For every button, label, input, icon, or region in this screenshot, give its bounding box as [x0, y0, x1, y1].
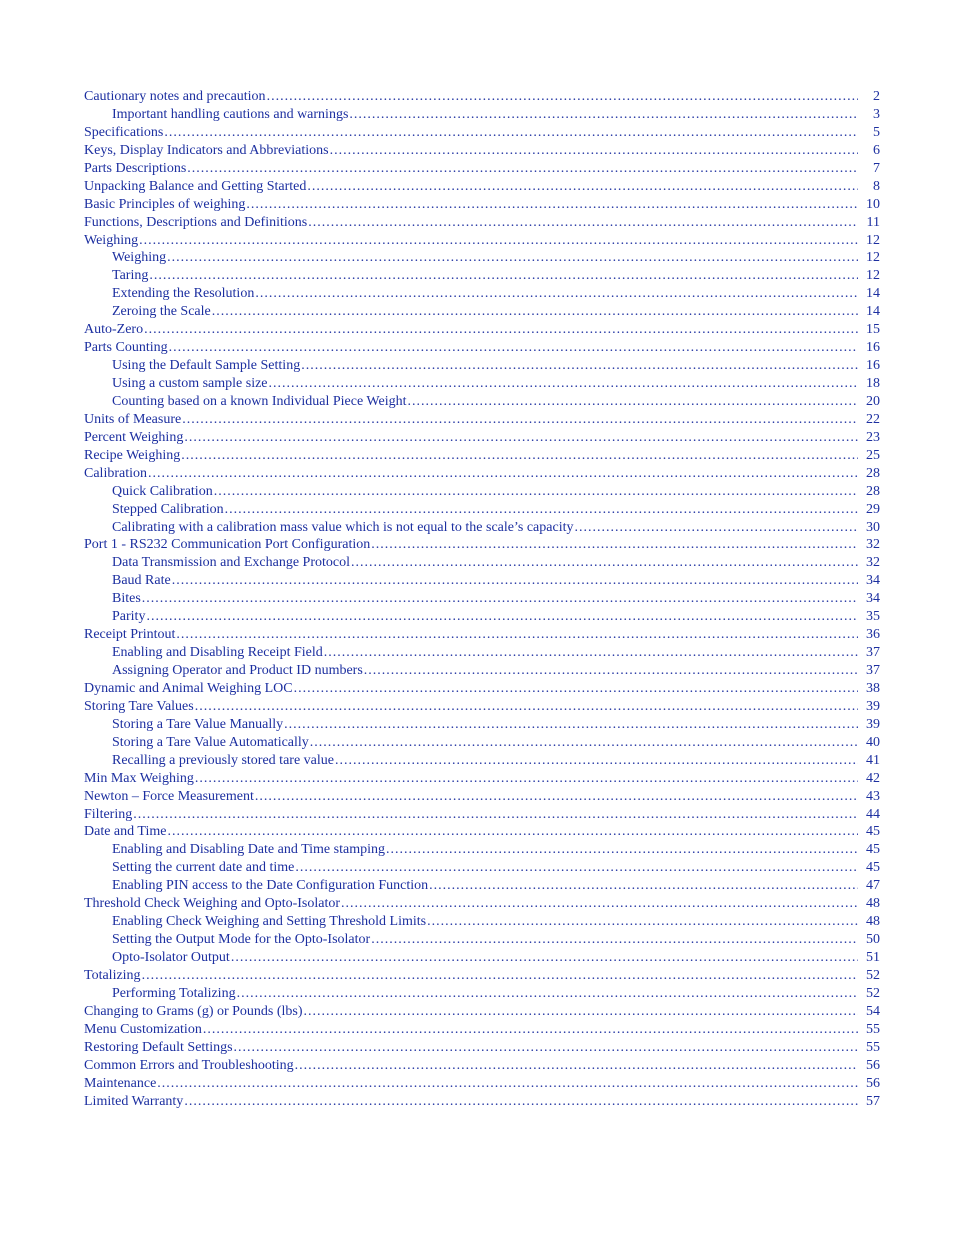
toc-entry-title[interactable]: Bites	[112, 591, 141, 607]
toc-entry[interactable]	[84, 536, 880, 554]
toc-entry[interactable]	[84, 572, 880, 590]
toc-entry[interactable]	[84, 644, 880, 662]
toc-entry[interactable]	[84, 465, 880, 483]
toc-dot-leader	[157, 1075, 858, 1093]
toc-entry-title[interactable]: Setting the current date and time	[112, 860, 295, 876]
toc-entry-title[interactable]: Enabling and Disabling Receipt Field	[112, 645, 323, 661]
toc-entry-title[interactable]: Common Errors and Troubleshooting	[84, 1057, 294, 1073]
toc-entry-page-number[interactable]: 51	[866, 950, 880, 965]
toc-entry-title[interactable]: Calibration	[84, 465, 147, 481]
toc-dot-leader	[335, 752, 858, 770]
toc-entry-title[interactable]: Specifications	[84, 124, 164, 140]
toc-entry-title[interactable]: Port 1 - RS232 Communication Port Configuration	[84, 537, 371, 553]
toc-entry-page-number[interactable]: 34	[866, 573, 880, 589]
toc-entry-page-number[interactable]: 23	[866, 429, 880, 445]
toc-dot-leader	[133, 806, 858, 824]
toc-entry-title[interactable]: Weighing	[84, 232, 139, 248]
toc-entry-page-number[interactable]: 48	[866, 896, 880, 912]
toc-dot-leader	[212, 303, 858, 321]
toc-entry[interactable]	[84, 519, 880, 537]
toc-entry[interactable]	[84, 267, 880, 285]
toc-entry[interactable]	[84, 1003, 880, 1021]
toc-entry-page-number[interactable]: 14	[866, 286, 880, 302]
toc-entry-page-number[interactable]: 25	[866, 447, 880, 463]
toc-entry[interactable]	[84, 196, 880, 214]
toc-dot-leader	[225, 501, 858, 519]
toc-entry-page-number[interactable]: 37	[866, 645, 880, 661]
toc-entry-page-number[interactable]: 28	[866, 483, 880, 499]
toc-entry-title[interactable]: Restoring Default Settings	[84, 1039, 233, 1055]
toc-dot-leader	[301, 357, 858, 375]
toc-entry[interactable]	[84, 734, 880, 752]
toc-dot-leader	[371, 931, 858, 949]
toc-entry-page-number[interactable]: 18	[866, 376, 880, 391]
toc-entry-page-number[interactable]: 16	[866, 358, 880, 374]
toc-entry-title[interactable]: Using the Default Sample Setting	[112, 358, 301, 374]
toc-entry[interactable]	[84, 788, 880, 806]
toc-dot-leader	[574, 519, 858, 537]
toc-dot-leader	[330, 142, 858, 160]
toc-entry-title[interactable]: Keys, Display Indicators and Abbreviations	[84, 142, 329, 158]
toc-entry-title[interactable]: Dynamic and Animal Weighing LOC	[84, 680, 293, 696]
toc-dot-leader	[148, 465, 858, 483]
toc-dot-leader	[371, 536, 858, 554]
toc-dot-leader	[308, 214, 858, 232]
toc-dot-leader	[284, 716, 858, 734]
toc-entry-title[interactable]: Recalling a previously stored tare value	[112, 752, 334, 768]
toc-entry-title[interactable]: Setting the Output Mode for the Opto-Isolator	[112, 932, 371, 948]
toc-entry-page-number[interactable]: 11	[866, 214, 880, 230]
toc-dot-leader	[341, 895, 858, 913]
toc-entry[interactable]	[84, 249, 880, 267]
toc-entry-page-number[interactable]: 6	[873, 142, 880, 158]
toc-dot-leader	[195, 770, 858, 788]
toc-entry-page-number[interactable]: 36	[866, 627, 880, 643]
toc-entry[interactable]	[84, 859, 880, 877]
toc-dot-leader	[142, 590, 858, 608]
toc-entry-title[interactable]: Parts Descriptions	[84, 160, 187, 176]
toc-entry-title[interactable]: Enabling Check Weighing and Setting Threshold Limits	[112, 914, 427, 930]
toc-entry-title[interactable]: Min Max Weighing	[84, 770, 194, 786]
toc-entry-title[interactable]: Calibrating with a calibration mass value which is not equal to the scale’s capacity	[112, 519, 574, 535]
toc-dot-leader	[167, 249, 858, 267]
toc-entry-page-number[interactable]: 41	[866, 752, 880, 768]
toc-entry-page-number[interactable]: 54	[866, 1003, 880, 1019]
toc-entry-title[interactable]: Using a custom sample size	[112, 376, 268, 391]
toc-entry-page-number[interactable]: 42	[866, 770, 880, 786]
toc-entry-page-number[interactable]: 16	[866, 340, 880, 356]
toc-entry-page-number[interactable]: 44	[866, 806, 880, 822]
toc-dot-leader	[351, 554, 858, 572]
toc-entry-title[interactable]: Recipe Weighing	[84, 447, 181, 463]
toc-dot-leader	[139, 232, 858, 250]
toc-entry-title[interactable]: Maintenance	[84, 1075, 157, 1091]
toc-entry-page-number[interactable]: 34	[866, 591, 880, 607]
toc-entry-title[interactable]: Enabling and Disabling Date and Time stamping	[112, 842, 385, 858]
toc-dot-leader	[304, 1003, 858, 1021]
toc-entry[interactable]	[84, 806, 880, 824]
toc-entry-page-number[interactable]: 35	[866, 609, 880, 625]
toc-entry-page-number[interactable]: 12	[866, 250, 880, 266]
toc-dot-leader	[234, 1039, 858, 1057]
toc-entry-title[interactable]: Baud Rate	[112, 573, 171, 589]
toc-entry[interactable]	[84, 124, 880, 142]
toc-entry[interactable]	[84, 823, 880, 841]
toc-entry-title[interactable]: Opto-Isolator Output	[112, 950, 230, 965]
toc-entry-title[interactable]: Date and Time	[84, 824, 167, 840]
toc-entry-page-number[interactable]: 56	[866, 1075, 880, 1091]
toc-entry-title[interactable]: Extending the Resolution	[112, 286, 255, 302]
toc-dot-leader	[181, 447, 858, 465]
toc-dot-leader	[267, 88, 858, 106]
toc-entry-page-number[interactable]: 39	[866, 716, 880, 732]
toc-entry[interactable]	[84, 841, 880, 859]
toc-entry[interactable]	[84, 1057, 880, 1075]
toc-entry[interactable]	[84, 178, 880, 196]
toc-dot-leader	[142, 967, 858, 985]
toc-entry-title[interactable]: Unpacking Balance and Getting Started	[84, 178, 307, 194]
toc-entry-page-number[interactable]: 47	[866, 878, 880, 894]
toc-entry-title[interactable]: Storing a Tare Value Automatically	[112, 734, 309, 750]
toc-dot-leader	[167, 823, 858, 841]
toc-entry-title[interactable]: Taring	[112, 268, 149, 284]
toc-entry[interactable]	[84, 160, 880, 178]
toc-entry-page-number[interactable]: 43	[866, 788, 880, 804]
toc-entry-page-number[interactable]: 48	[866, 914, 880, 930]
toc-entry[interactable]	[84, 877, 880, 895]
toc-dot-leader	[408, 393, 858, 411]
toc-entry[interactable]	[84, 303, 880, 321]
toc-entry[interactable]	[84, 590, 880, 608]
toc-dot-leader	[255, 285, 858, 303]
toc-entry[interactable]	[84, 752, 880, 770]
toc-entry-title[interactable]: Filtering	[84, 806, 133, 822]
toc-entry[interactable]	[84, 608, 880, 626]
toc-entry-page-number[interactable]: 20	[866, 393, 880, 409]
toc-dot-leader	[269, 375, 858, 393]
toc-entry[interactable]	[84, 1039, 880, 1057]
toc-dot-leader	[307, 178, 858, 196]
toc-dot-leader	[195, 698, 858, 716]
toc-entry-page-number[interactable]: 56	[866, 1057, 880, 1073]
toc-entry-page-number[interactable]: 32	[866, 555, 880, 571]
toc-entry[interactable]	[84, 554, 880, 572]
toc-entry[interactable]	[84, 501, 880, 519]
toc-entry-title[interactable]: Storing a Tare Value Manually	[112, 716, 284, 732]
toc-entry[interactable]	[84, 106, 880, 124]
toc-dot-leader	[187, 160, 858, 178]
toc-entry[interactable]	[84, 913, 880, 931]
toc-entry-page-number[interactable]: 38	[866, 680, 880, 696]
toc-entry[interactable]	[84, 483, 880, 501]
toc-entry[interactable]	[84, 770, 880, 788]
toc-entry-page-number[interactable]: 50	[866, 932, 880, 948]
toc-entry[interactable]	[84, 931, 880, 949]
toc-entry-title[interactable]: Limited Warranty	[84, 1093, 184, 1109]
toc-entry-page-number[interactable]: 2	[873, 89, 880, 104]
toc-entry-page-number[interactable]: 37	[866, 663, 880, 678]
toc-entry[interactable]	[84, 321, 880, 339]
toc-entry-page-number[interactable]: 30	[866, 519, 880, 535]
toc-entry-title[interactable]: Newton – Force Measurement	[84, 788, 254, 804]
toc-dot-leader	[294, 680, 858, 698]
toc-entry-title[interactable]: Threshold Check Weighing and Opto-Isolator	[84, 896, 341, 912]
toc-entry[interactable]	[84, 88, 880, 106]
toc-entry-title[interactable]: Menu Customization	[84, 1021, 202, 1037]
toc-entry-title[interactable]: Enabling PIN access to the Date Configuration Function	[112, 878, 429, 894]
toc-dot-leader	[429, 877, 858, 895]
toc-entry-title[interactable]: Counting based on a known Individual Piece Weight	[112, 393, 407, 409]
toc-entry-page-number[interactable]: 12	[866, 232, 880, 248]
toc-entry-title[interactable]: Weighing	[112, 250, 167, 266]
toc-entry[interactable]	[84, 339, 880, 357]
toc-entry-page-number[interactable]: 5	[873, 124, 880, 140]
toc-entry[interactable]	[84, 411, 880, 429]
toc-entry[interactable]	[84, 949, 880, 967]
toc-entry-page-number[interactable]: 45	[866, 860, 880, 876]
toc-entry[interactable]	[84, 1021, 880, 1039]
toc-entry-title[interactable]: Totalizing	[84, 967, 141, 983]
toc-entry-title[interactable]: Important handling cautions and warnings	[112, 106, 349, 122]
toc-dot-leader	[182, 411, 858, 429]
toc-entry[interactable]	[84, 967, 880, 985]
toc-entry[interactable]	[84, 285, 880, 303]
toc-entry-title[interactable]: Auto-Zero	[84, 322, 144, 338]
toc-dot-leader	[184, 1093, 858, 1111]
toc-dot-leader	[146, 608, 858, 626]
toc-dot-leader	[214, 483, 858, 501]
toc-entry[interactable]	[84, 662, 880, 680]
toc-dot-leader	[364, 662, 858, 680]
toc-entry-page-number[interactable]: 14	[866, 304, 880, 320]
toc-dot-leader	[172, 572, 858, 590]
toc-dot-leader	[176, 626, 858, 644]
toc-entry-page-number[interactable]: 40	[866, 734, 880, 750]
toc-entry-page-number[interactable]: 39	[866, 698, 880, 714]
toc-dot-leader	[427, 913, 858, 931]
toc-dot-leader	[324, 644, 858, 662]
toc-entry-title[interactable]: Stepped Calibration	[112, 501, 224, 517]
toc-entry-page-number[interactable]: 32	[866, 537, 880, 553]
toc-entry-page-number[interactable]: 55	[866, 1039, 880, 1055]
toc-dot-leader	[310, 734, 858, 752]
toc-dot-leader	[246, 196, 858, 214]
toc-dot-leader	[349, 106, 858, 124]
toc-entry-page-number[interactable]: 22	[866, 411, 880, 427]
toc-entry-page-number[interactable]: 57	[866, 1093, 880, 1109]
toc-entry[interactable]	[84, 895, 880, 913]
toc-entry-page-number[interactable]: 12	[866, 268, 880, 284]
toc-dot-leader	[386, 841, 858, 859]
toc-entry-title[interactable]: Receipt Printout	[84, 627, 176, 643]
table-of-contents	[84, 88, 880, 1110]
toc-entry-title[interactable]: Cautionary notes and precaution	[84, 89, 266, 104]
toc-entry-title[interactable]: Units of Measure	[84, 411, 182, 427]
toc-entry-title[interactable]: Storing Tare Values	[84, 698, 194, 714]
toc-entry-page-number[interactable]: 55	[866, 1021, 880, 1037]
toc-dot-leader	[149, 267, 858, 285]
toc-entry[interactable]	[84, 393, 880, 411]
toc-entry[interactable]	[84, 716, 880, 734]
toc-entry-page-number[interactable]: 28	[866, 465, 880, 481]
toc-entry-page-number[interactable]: 10	[866, 196, 880, 212]
toc-entry-title[interactable]: Changing to Grams (g) or Pounds (lbs)	[84, 1003, 303, 1019]
toc-entry[interactable]	[84, 375, 880, 393]
toc-entry-page-number[interactable]: 29	[866, 501, 880, 517]
toc-entry[interactable]	[84, 985, 880, 1003]
toc-entry-title[interactable]: Assigning Operator and Product ID numbers	[112, 663, 363, 678]
toc-dot-leader	[144, 321, 858, 339]
toc-dot-leader	[169, 339, 858, 357]
toc-entry[interactable]	[84, 1075, 880, 1093]
toc-dot-leader	[295, 1057, 858, 1075]
toc-entry-page-number[interactable]: 52	[866, 985, 880, 1001]
toc-entry-title[interactable]: Basic Principles of weighing	[84, 196, 246, 212]
toc-entry[interactable]	[84, 1093, 880, 1111]
toc-entry[interactable]	[84, 429, 880, 447]
toc-dot-leader	[164, 124, 858, 142]
toc-entry-page-number[interactable]: 45	[866, 842, 880, 858]
toc-entry[interactable]	[84, 232, 880, 250]
toc-entry-page-number[interactable]: 52	[866, 967, 880, 983]
toc-dot-leader	[237, 985, 858, 1003]
toc-entry-title[interactable]: Functions, Descriptions and Definitions	[84, 214, 308, 230]
toc-entry[interactable]	[84, 698, 880, 716]
toc-entry-page-number[interactable]: 45	[866, 824, 880, 840]
toc-entry-title[interactable]: Data Transmission and Exchange Protocol	[112, 555, 350, 571]
toc-dot-leader	[295, 859, 858, 877]
toc-entry-title[interactable]: Parts Counting	[84, 340, 168, 356]
toc-entry[interactable]	[84, 142, 880, 160]
toc-dot-leader	[231, 949, 858, 967]
toc-entry-page-number[interactable]: 7	[873, 160, 880, 176]
toc-entry-page-number[interactable]: 3	[873, 106, 880, 122]
toc-dot-leader	[184, 429, 858, 447]
toc-entry[interactable]	[84, 680, 880, 698]
toc-entry-title[interactable]: Performing Totalizing	[112, 985, 236, 1001]
toc-entry-page-number[interactable]: 15	[866, 322, 880, 338]
toc-entry-title[interactable]: Zeroing the Scale	[112, 304, 211, 320]
toc-entry[interactable]	[84, 357, 880, 375]
toc-entry-title[interactable]: Quick Calibration	[112, 483, 213, 499]
toc-entry-title[interactable]: Percent Weighing	[84, 429, 184, 445]
toc-dot-leader	[203, 1021, 858, 1039]
toc-entry[interactable]	[84, 214, 880, 232]
toc-entry-title[interactable]: Parity	[112, 609, 146, 625]
toc-entry-page-number[interactable]: 8	[873, 178, 880, 194]
toc-dot-leader	[255, 788, 858, 806]
toc-entry[interactable]	[84, 447, 880, 465]
toc-entry[interactable]	[84, 626, 880, 644]
